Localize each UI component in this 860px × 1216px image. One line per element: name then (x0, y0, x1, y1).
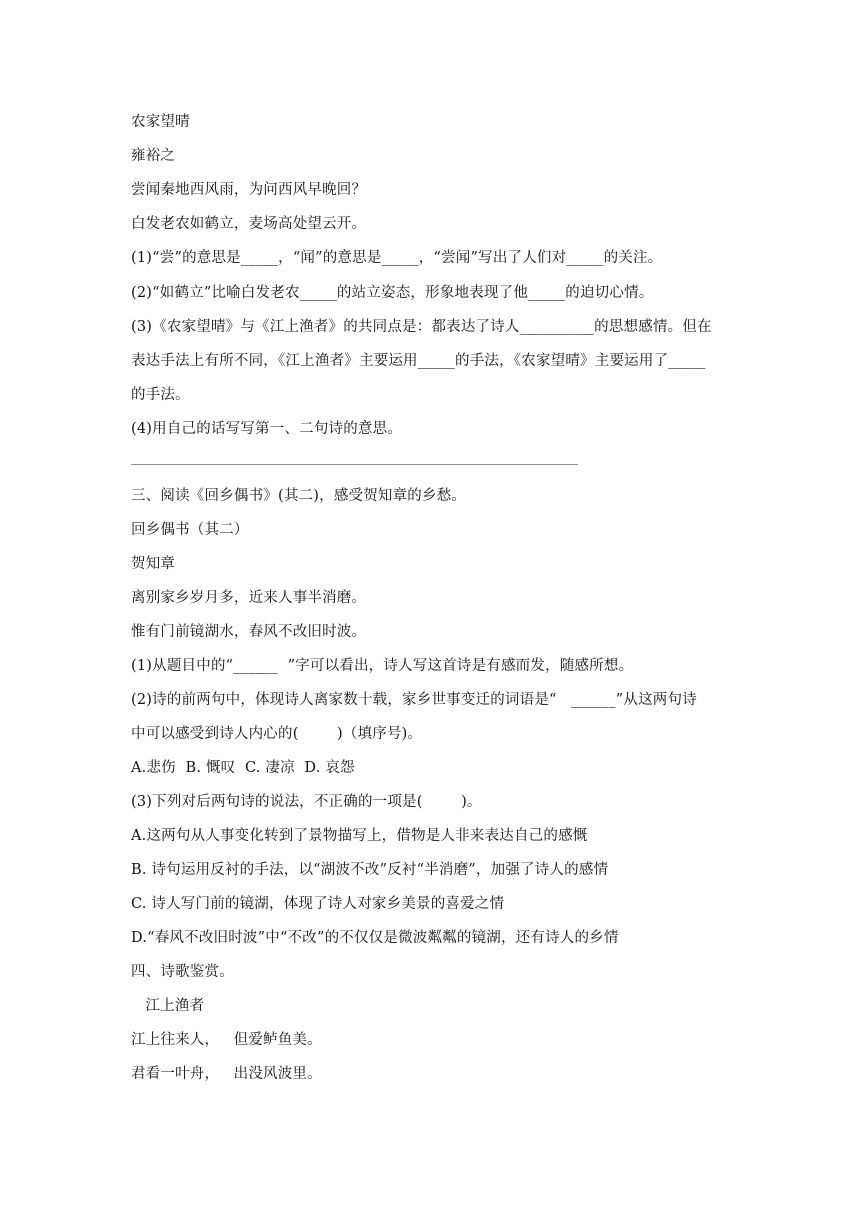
poem-author-he: 贺知章 (131, 556, 176, 572)
question-text: (3)下列对后两句诗的说法，不正确的一项是( )。 (131, 794, 482, 810)
question-text: 的手法。 (131, 387, 190, 403)
poem-title-huixiang: 回乡偶书（其二） (131, 522, 249, 538)
poem-line: 君看一叶舟， 出没风波里。 (131, 1066, 322, 1082)
question-text: (3)《农家望晴》与《江上渔者》的共同点是：都表达了诗人__________的思想感情。但在 (131, 319, 712, 335)
option-a: A.这两句从人事变化转到了景物描写上，借物是人非来表达自己的感慨 (131, 828, 588, 844)
question-text: (2)诗的前两句中，体现诗人离家数十载，家乡世事变迁的词语是“ ______”从这两句诗 (131, 692, 697, 708)
poem-line: 惟有门前镜湖水，春风不改旧时波。 (131, 624, 367, 640)
poem-title-jiangshang: 江上渔者 (131, 998, 205, 1014)
question-text: (1)从题目中的“______ ”字可以看出，诗人写这首诗是有感而发，随感所想。 (131, 658, 634, 674)
poem-title-nongjia: 农家望晴 (131, 114, 190, 130)
answer-options: A.悲伤 B. 慨叹 C. 凄凉 D. 哀怨 (131, 760, 355, 776)
poem-line: 尝闻秦地西风雨，为问西风早晚回？ (131, 182, 367, 198)
answer-line (131, 464, 578, 465)
question-text: (4)用自己的话写写第一、二句诗的意思。 (131, 421, 403, 437)
section-heading: 四、诗歌鉴赏。 (131, 964, 234, 980)
option-d: D.“春风不改旧时波”中“不改”的不仅仅是微波粼粼的镜湖，还有诗人的乡情 (131, 930, 619, 946)
question-text: (2)“如鹤立”比喻白发老农_____的站立姿态，形象地表现了他_____的迫切心情。 (131, 285, 654, 301)
section-heading: 三、阅读《回乡偶书》(其二)，感受贺知章的乡愁。 (131, 488, 467, 504)
poem-line: 离别家乡岁月多，近来人事半消磨。 (131, 590, 367, 606)
poem-author-yong: 雍裕之 (131, 148, 176, 164)
option-b: B. 诗句运用反衬的手法，以“湖波不改”反衬“半消磨”，加强了诗人的感情 (131, 862, 609, 878)
question-text: (1)“尝”的意思是_____，“闻”的意思是_____，“尝闻”写出了人们对_____的关注。 (131, 250, 663, 266)
poem-line: 白发老农如鹤立，麦场高处望云开。 (131, 216, 367, 232)
question-text: 表达手法上有所不同，《江上渔者》主要运用_____的手法，《农家望晴》主要运用了_____ (131, 353, 706, 369)
option-c: C. 诗人写门前的镜湖，体现了诗人对家乡美景的喜爱之情 (131, 896, 505, 912)
question-text: 中可以感受到诗人内心的( )（填序号)。 (131, 726, 423, 742)
poem-line: 江上往来人， 但爱鲈鱼美。 (131, 1032, 322, 1048)
